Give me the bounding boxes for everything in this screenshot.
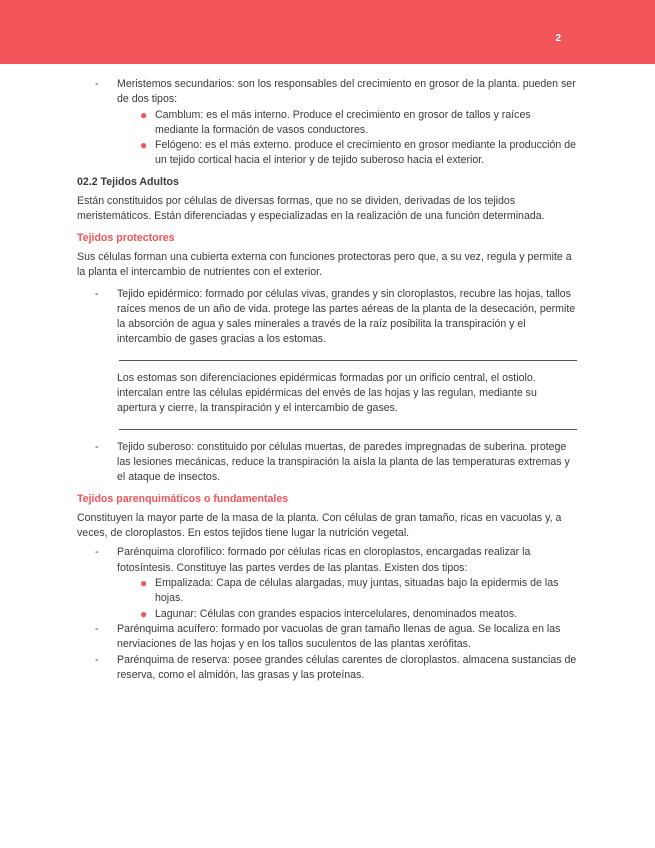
lagunar-text: Lagunar: Células con grandes espacios intercelulares, denominados meatos. [155, 607, 518, 620]
document-content [77, 77, 577, 683]
tejido-epidermico-text: Tejido epidérmico: formado por células vivas, grandes y sin cloroplastos, recubre las hojas, tallos raíces menos de un año de vida. protege las partes aéreas de la planta de la desecación, permite la absorción de agua y sales minerales a través de la raíz posibilita la transpiración y el intercambio de gases gracias a los estomas. [117, 287, 576, 346]
bullet-icon: ● [140, 576, 148, 591]
meristemos-types-list [77, 108, 577, 169]
bullet-icon: ● [140, 606, 148, 621]
parenquima-reserva-item [77, 653, 577, 684]
tejidos-protectores-intro: Sus células forman una cubierta externa con funciones protectoras pero que, a su vez, regula y permite a la planta el intercambio de nutrientes con el exterior. [77, 250, 572, 279]
parenquima-acuifero-text: Parénquima acuífero: formado por vacuolas de gran tamaño llenas de agua. Se localiza en las nerviaciones de las hojas y en los tallos suculentos de las plantas xerófitas. [117, 622, 561, 651]
tejido-suberoso-text: Tejido suberoso: constituido por células muertas, de paredes impregnadas de suberina. protege las lesiones mecánicas, reduce la transpiración la aísla la planta de las temperaturas extremas y el ataque de insectos. [117, 440, 570, 484]
header-band [0, 0, 655, 64]
clorofilico-types-list [77, 576, 577, 622]
page-number: 2 [555, 33, 561, 44]
dash-marker: - [95, 287, 99, 300]
list-item [140, 107, 577, 139]
tejido-suberoso-item [77, 440, 577, 486]
bullet-icon: ● [140, 107, 148, 122]
meristemos-secundarios-item [77, 77, 577, 108]
tejidos-protectores-heading: Tejidos protectores [77, 231, 175, 244]
section-title: 02.2 Tejidos Adultos [77, 175, 179, 188]
empalizada-text: Empalizada: Capa de células alargadas, muy juntas, situadas bajo la epidermis de las hojas. [155, 577, 559, 605]
list-item [140, 606, 577, 622]
camblum-text: Camblum: es el más interno. Produce el crecimiento en grosor de tallos y raíces mediante la formación de vasos conductores. [155, 108, 531, 136]
parenquima-reserva-text: Parénquima de reserva: posee grandes células carentes de cloroplastos. almacena sustancias de reserva, como el almidón, las grasas y las proteínas. [117, 653, 577, 681]
felogeno-text: Felógeno: es el más externo. produce el crecimiento en grosor mediante la producción de un tejido cortical hacia el interior y de tejido suberoso hacia el exterior. [155, 139, 577, 167]
divider [119, 429, 577, 430]
dash-marker: - [95, 440, 99, 453]
parenquima-acuifero-item [77, 622, 577, 653]
estomas-callout-text: Los estomas son diferenciaciones epidérmicas formadas por un orificio central, el ostiolo. intercalan entre las células epidérmicas del envés de las hojas y las regulan, mediante su apertura y cierre, la transpiración y el intercambio de gases. [117, 371, 537, 415]
tejidos-parenquimaticos-intro: Constituyen la mayor parte de la masa de la planta. Con células de gran tamaño, ricas en vacuolas y, a veces, de cloroplastos. En estos tejidos tiene lugar la nutrición vegetal. [77, 511, 562, 540]
tejidos-parenquimaticos-heading: Tejidos parenquimáticos o fundamentales [77, 492, 289, 505]
tejido-epidermico-item [77, 287, 577, 348]
dash-marker: - [95, 622, 99, 635]
estomas-callout [117, 360, 577, 430]
list-item [140, 576, 577, 607]
meristemos-secundarios-text: Meristemos secundarios: son los responsables del crecimiento en grosor de la planta. pueden ser de dos tipos: [117, 78, 576, 106]
dash-marker: - [95, 653, 99, 666]
tejidos-adultos-intro: Están constituidos por células de diversas formas, que no se dividen, derivadas de los tejidos meristemáticos. Están diferenciadas y especializadas en la realización de una función determinada. [77, 195, 545, 223]
bullet-icon: ● [140, 138, 148, 153]
parenquima-clorofilico-text: Parénquima clorofílico: formado por células ricas en cloroplastos, encargadas realizar la fotosíntesis. Constituye las partes verdes de las plantas. Existen dos tipos: [117, 546, 531, 574]
parenquima-clorofilico-item [77, 545, 577, 576]
dash-marker: - [95, 78, 99, 90]
dash-marker: - [95, 546, 99, 559]
list-item [140, 138, 577, 169]
